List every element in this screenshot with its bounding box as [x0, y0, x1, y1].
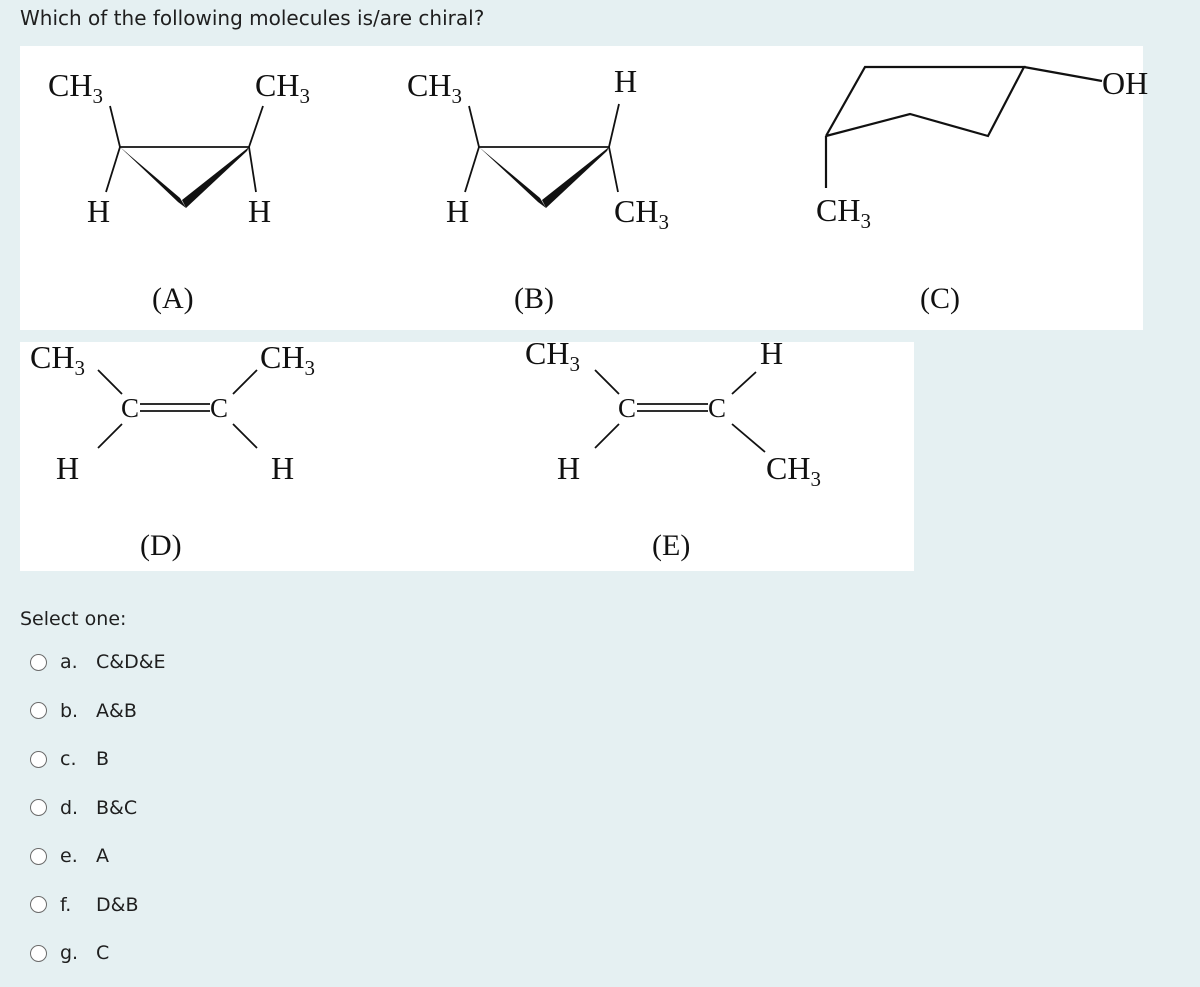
d-carbon-1: C: [121, 393, 140, 423]
option-c-text: B: [96, 748, 110, 770]
radio-b[interactable]: [30, 702, 47, 719]
radio-a[interactable]: [30, 654, 47, 671]
option-f[interactable]: [30, 889, 166, 921]
radio-f[interactable]: [30, 896, 47, 913]
d-bond-ch3-left: [98, 370, 122, 394]
option-b[interactable]: [30, 695, 166, 727]
radio-d[interactable]: [30, 799, 47, 816]
a-ring-wedge-right: [182, 147, 249, 208]
radio-c[interactable]: [30, 751, 47, 768]
c-bond-oh: [1024, 67, 1102, 81]
radio-g[interactable]: [30, 945, 47, 962]
option-d[interactable]: [30, 792, 166, 824]
option-c-letter: c.: [60, 748, 77, 770]
a-top-left-group: $CH_3$: [48, 67, 103, 108]
c-ch3-group: $CH_3$: [816, 192, 871, 233]
radio-e[interactable]: [30, 848, 47, 865]
label-e: (E): [652, 529, 691, 562]
option-f-letter: f.: [60, 893, 72, 916]
option-e-letter: e.: [60, 845, 78, 867]
c-chair-ring: [826, 67, 1024, 136]
structures-figure-bottom: [20, 335, 914, 571]
a-bond-h-right: [249, 147, 256, 192]
option-a-letter: a.: [60, 651, 78, 673]
a-bond-ch3-right: [249, 106, 263, 147]
molecule-e: [525, 335, 821, 562]
molecule-d: [30, 339, 315, 562]
b-bottom-right-group: $CH_3$: [614, 193, 669, 234]
e-carbon-2: C: [708, 393, 727, 423]
b-top-right-h: H: [614, 63, 638, 99]
b-bond-h-left: [465, 147, 479, 192]
a-ring-wedge-left: [120, 147, 186, 208]
option-f-text: D&B: [96, 893, 139, 916]
option-e[interactable]: [30, 840, 166, 872]
b-ring-wedge-left: [479, 147, 546, 208]
option-b-text: A&B: [96, 699, 137, 722]
option-d-text: B&C: [96, 796, 138, 819]
label-d: (D): [140, 529, 182, 562]
e-top-right-h: H: [760, 335, 784, 371]
e-bond-h-right: [732, 372, 756, 394]
a-bottom-right-h: H: [248, 193, 272, 229]
d-carbon-2: C: [210, 393, 229, 423]
d-top-left-group: $CH_3$: [30, 339, 85, 380]
option-g-letter: g.: [60, 942, 79, 964]
answer-options: [30, 646, 166, 986]
molecule-a: [48, 67, 310, 315]
e-top-left-group: $CH_3$: [525, 335, 580, 376]
e-bond-h-left: [595, 424, 619, 448]
b-bond-ch3-right: [609, 147, 618, 192]
option-g-text: C: [96, 942, 110, 964]
structures-de-svg: [20, 335, 914, 571]
e-bond-ch3-right: [732, 424, 765, 452]
d-bond-h-left: [98, 424, 122, 448]
option-a[interactable]: [30, 646, 166, 678]
c-oh-group: OH: [1102, 65, 1149, 101]
d-bottom-right-h: H: [271, 450, 295, 486]
option-e-text: A: [96, 845, 109, 867]
structures-abc-svg: [20, 46, 1149, 330]
d-top-right-group: $CH_3$: [260, 339, 315, 380]
option-b-letter: b.: [60, 699, 79, 722]
e-carbon-1: C: [618, 393, 637, 423]
b-bond-ch3-left: [469, 106, 479, 147]
d-bond-h-right: [233, 424, 257, 448]
select-one-prompt: Select one:: [20, 608, 127, 630]
molecule-b: [407, 63, 669, 315]
b-bottom-left-h: H: [446, 193, 470, 229]
e-bottom-right-group: $CH_3$: [766, 450, 821, 491]
e-bond-ch3-left: [595, 370, 619, 394]
d-bond-ch3-right: [233, 370, 257, 394]
a-bottom-left-h: H: [87, 193, 111, 229]
molecule-c: [816, 65, 1148, 315]
option-g[interactable]: [30, 937, 166, 969]
label-c: (C): [920, 282, 960, 315]
b-ring-wedge-right: [542, 147, 609, 208]
b-top-left-group: $CH_3$: [407, 67, 462, 108]
a-bond-h-left: [106, 147, 120, 192]
structures-figure-top: [20, 46, 1149, 330]
a-top-right-group: $CH_3$: [255, 67, 310, 108]
a-bond-ch3-left: [110, 106, 120, 147]
option-d-letter: d.: [60, 796, 79, 819]
label-b: (B): [514, 282, 554, 315]
e-bottom-left-h: H: [557, 450, 581, 486]
option-a-text: C&D&E: [96, 651, 166, 673]
question-text: Which of the following molecules is/are chiral?: [20, 6, 485, 30]
option-c[interactable]: [30, 743, 166, 775]
label-a: (A): [152, 282, 194, 315]
b-bond-h-right-top: [609, 104, 619, 147]
d-bottom-left-h: H: [56, 450, 80, 486]
